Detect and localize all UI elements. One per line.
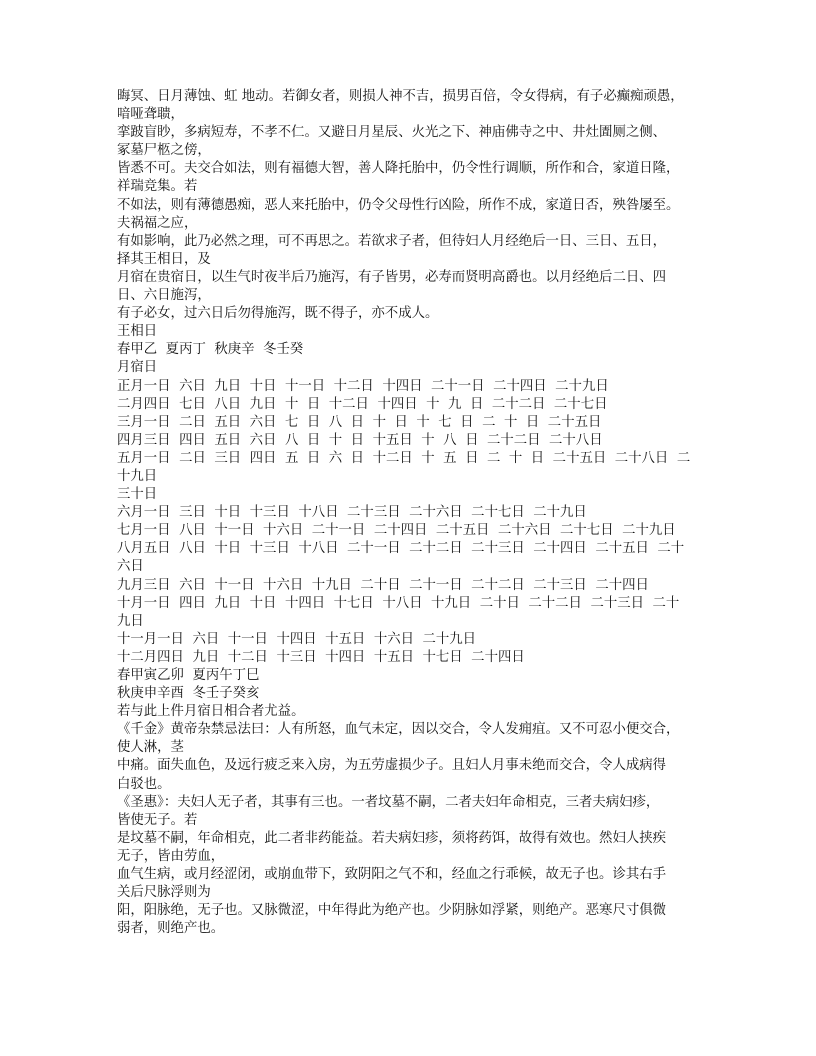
text-line: 冢墓尸柩之傍，	[117, 143, 211, 159]
text-line: 《圣惠》：夫妇人无子者，其事有三也。一者坟墓不嗣，二者夫妇年命相克，三者夫病妇疹，	[117, 794, 660, 810]
month-row-5: 五月一日 二日 三日 四日 五 日 六 日 十二日 十 五 日 二 十 日 二十五日 二十八日 二	[117, 450, 691, 466]
text-line: 喑哑聋聩，	[117, 107, 184, 123]
text-line: 皆使无子。若	[117, 812, 198, 828]
text-line: 关后尺脉浮则为	[117, 885, 211, 901]
text-line: 春甲寅乙卯 夏丙午丁巳	[117, 668, 260, 683]
month-row-11: 十一月一日 六日 十一日 十四日 十五日 十六日 二十九日	[117, 631, 477, 647]
text-line: 《千金》黄帝杂禁忌法曰：人有所怒，血气未定，因以交合，令人发痈疽。又不可忍小便交合，	[117, 722, 680, 738]
text-line: 夫祸福之应，	[117, 215, 198, 231]
text-line: 月宿在贵宿日，以生气时夜半后乃施泻，有子皆男，必寿而贤明高爵也。以月经绝后二日、四	[117, 269, 667, 285]
month-row-6: 六月一日 三日 十日 十三日 十八日 二十三日 二十六日 二十七日 二十九日	[117, 505, 587, 521]
text-line: 中痛。面失血色，及远行疲乏来入房，为五劳虚损少子。且妇人月事未绝而交合，令人成病得	[117, 758, 667, 774]
text-line: 使人淋，茎	[117, 740, 184, 756]
month-row-2: 二月四日 七日 八日 九日 十 日 十二日 十四日 十 九 日 二十二日 二十七日	[117, 396, 608, 412]
month-row-4: 四月三日 四日 五日 六日 八 日 十 日 十五日 十 八 日 二十二日 二十八日	[117, 432, 603, 448]
text-line: 择其王相日，及	[117, 251, 211, 267]
month-row-12: 十二月四日 九日 十二日 十三日 十四日 十五日 十七日 二十四日	[117, 649, 525, 665]
text-line: 弱者，则绝产也。	[117, 921, 225, 937]
text-line: 秋庚申辛酉 冬壬子癸亥	[117, 686, 260, 702]
text-line: 是坟墓不嗣，年命相克，此二者非药能益。若夫病妇疹，须将药饵，故得有效也。然妇人挟疾	[117, 830, 667, 846]
month-row-5-cont: 十九日	[117, 468, 158, 484]
text-line: 有子必女，过六日后勿得施泻，既不得子，亦不成人。	[117, 306, 439, 322]
month-row-8: 八月五日 八日 十日 十三日 十八日 二十一日 二十二日 二十三日 二十四日 二十五日 二十	[117, 541, 685, 557]
month-row-9: 九月三日 六日 十一日 十六日 十九日 二十日 二十一日 二十二日 二十三日 二十四日	[117, 577, 649, 593]
section-heading-yuesu: 月宿日	[117, 360, 158, 376]
text-line: 无子，皆由劳血，	[117, 848, 225, 864]
text-line: 晦冥、日月薄蚀、虹 地动。若御女者，则损人神不吉，损男百倍，令女得病，有子必癫痴顽愚，	[117, 89, 684, 104]
month-row-8-cont: 六日	[117, 559, 144, 575]
text-line: 不如法，则有薄德愚痴，恶人来托胎中，仍令父母性行凶险，所作不成，家道日否，殃咎屡至。	[117, 197, 680, 213]
section-heading-wangxiang: 王相日	[117, 324, 158, 340]
month-row-7: 七月一日 八日 十一日 十六日 二十一日 二十四日 二十五日 二十六日 二十七日 二十九日	[117, 523, 676, 539]
month-row-5-cont: 三十日	[117, 487, 158, 503]
text-line: 有如影响，此乃必然之理，可不再思之。若欲求子者，但待妇人月经绝后一日、三日、五日，	[117, 233, 667, 249]
text-line	[117, 938, 717, 956]
document-page	[117, 88, 717, 957]
text-line: 皆悉不可。夫交合如法，则有福德大智，善人降托胎中，仍令性行调顺，所作和合，家道日隆，	[117, 161, 680, 177]
text-line: 祥瑞竞集。若	[117, 179, 198, 195]
text-line: 若与此上件月宿日相合者尤益。	[117, 704, 305, 720]
month-row-10-cont: 九日	[117, 613, 144, 629]
text-line: 白驳也。	[117, 776, 171, 792]
month-row-1: 正月一日 六日 九日 十日 十一日 十二日 十四日 二十一日 二十四日 二十九日	[117, 378, 609, 394]
month-row-3: 三月一日 二日 五日 六日 七 日 八 日 十 日 十 七 日 二 十 日 二十五日	[117, 414, 602, 430]
month-row-10: 十月一日 四日 九日 十日 十四日 十七日 十八日 十九日 二十日 二十二日 二十三日 二十	[117, 595, 680, 611]
text-line: 日、六日施泻，	[117, 288, 211, 304]
text-line: 阳，阳脉绝，无子也。又脉微涩，中年得此为绝产也。少阴脉如浮紧，则绝产。恶寒尺寸俱微	[117, 903, 667, 919]
text-line: 春甲乙 夏丙丁 秋庚辛 冬壬癸	[117, 342, 304, 358]
text-line: 挛跛盲眇，多病短寿，不孝不仁。又避日月星辰、火光之下、神庙佛寺之中、井灶圊厕之侧、	[117, 125, 667, 141]
text-line: 血气生病，或月经涩闭，或崩血带下，致阴阳之气不和，经血之行乖候，故无子也。诊其右手	[117, 867, 667, 883]
